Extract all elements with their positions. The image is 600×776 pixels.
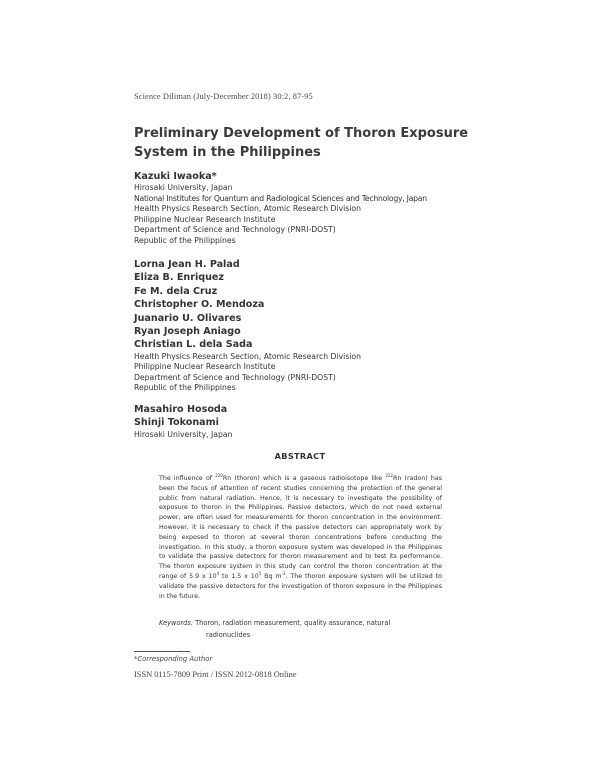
footnote-divider: [134, 651, 190, 652]
abstract-text: The influence of: [159, 475, 216, 482]
affiliation-line: Department of Science and Technology (PNRI-DOST): [134, 225, 336, 235]
affiliation-line: Philippine Nuclear Research Institute: [134, 362, 276, 372]
author-name: Christian L. dela Sada: [134, 339, 253, 351]
abstract-text: to 1.5 x 10: [219, 572, 259, 580]
journal-citation: Science Diliman (July-December 2018) 30:2, 87-95: [134, 92, 313, 101]
affiliation-line: Health Physics Research Section, Atomic Research Division: [134, 204, 362, 214]
affiliation-line: Hirosaki University, Japan: [134, 183, 233, 193]
author-group-2: [134, 258, 474, 394]
isotope-mass: 222: [385, 472, 393, 478]
abstract-heading: ABSTRACT: [274, 451, 326, 461]
author-name: Christopher O. Mendoza: [134, 299, 265, 311]
author-name: Lorna Jean H. Palad: [134, 259, 240, 270]
affiliation-line: Health Physics Research Section, Atomic Research Division: [134, 351, 362, 361]
abstract-text: Rn (radon) has been the focus of attention of recent studies concerning the protection of the general public from natural radiation. Hence, it is necessary to investigate the possibility of exposure to thoron in the Philippines. Passive detectors, which do not need external power, are often used for measurements for thoron concentration in the environment. However, it is necessary to check if the passive detectors can appropriately work by being exposed to thoron at several thoron concentrations before conducting the investigation. In this study, a thoron exposure system was developed in the Philippines to validate the passive detectors for thoron measurement and to test its performance. The thoron exposure system in this study can control the thoron concentration at the range of 5.9 x 10: [159, 475, 442, 580]
author-name: Masahiro Hosoda: [134, 404, 228, 415]
author-name: Eliza B. Enriquez: [134, 272, 225, 284]
affiliation-line: National Institutes for Quantum and Radiological Sciences and Technology, Japan: [134, 193, 427, 203]
keywords-text: radionuclides: [206, 630, 251, 639]
keywords-text: Thoron, radiation measurement, quality assurance, natural: [195, 619, 391, 627]
abstract-text: . The thoron exposure system will be utilized to validate the passive detectors for the investigation of thoron exposure in the Philippines in the future.: [159, 572, 442, 600]
title-line: Preliminary Development of Thoron Exposure: [134, 126, 469, 141]
title-line: System in the Philippines: [134, 145, 321, 160]
abstract-text: Bq m: [261, 572, 282, 580]
author-name: Fe M. dela Cruz: [134, 285, 218, 297]
exponent: 4: [216, 570, 220, 576]
affiliation-line: Department of Science and Technology (PNRI-DOST): [134, 372, 336, 382]
author-group-1: [134, 170, 474, 246]
exponent: -3: [281, 570, 286, 576]
keywords: [159, 618, 442, 641]
author-name: Kazuki Iwaoka*: [134, 171, 217, 182]
abstract-body: [159, 474, 442, 601]
affiliation-line: Republic of the Philippines: [134, 383, 236, 393]
affiliation-line: Philippine Nuclear Research Institute: [134, 214, 276, 224]
author-group-3: [134, 403, 474, 440]
exponent: 5: [258, 570, 262, 576]
issn-line: ISSN 0115-7809 Print / ISSN 2012-0818 Online: [134, 670, 297, 679]
abstract-text: Rn (thoron) which is a gaseous radioisotope like: [222, 475, 386, 482]
author-name: Ryan Joseph Aniago: [134, 326, 241, 338]
affiliation-line: Hirosaki University, Japan: [134, 429, 233, 439]
author-name: Juanario U. Olivares: [134, 312, 242, 324]
isotope-mass: 220: [215, 472, 223, 478]
keywords-line: [159, 618, 442, 630]
author-name: Shinji Tokonami: [134, 417, 219, 429]
paper-title: [134, 124, 474, 162]
keywords-label: Keywords:: [159, 619, 194, 627]
corresponding-author-note: *Corresponding Author: [134, 655, 213, 663]
affiliation-line: Republic of the Philippines: [134, 235, 236, 245]
